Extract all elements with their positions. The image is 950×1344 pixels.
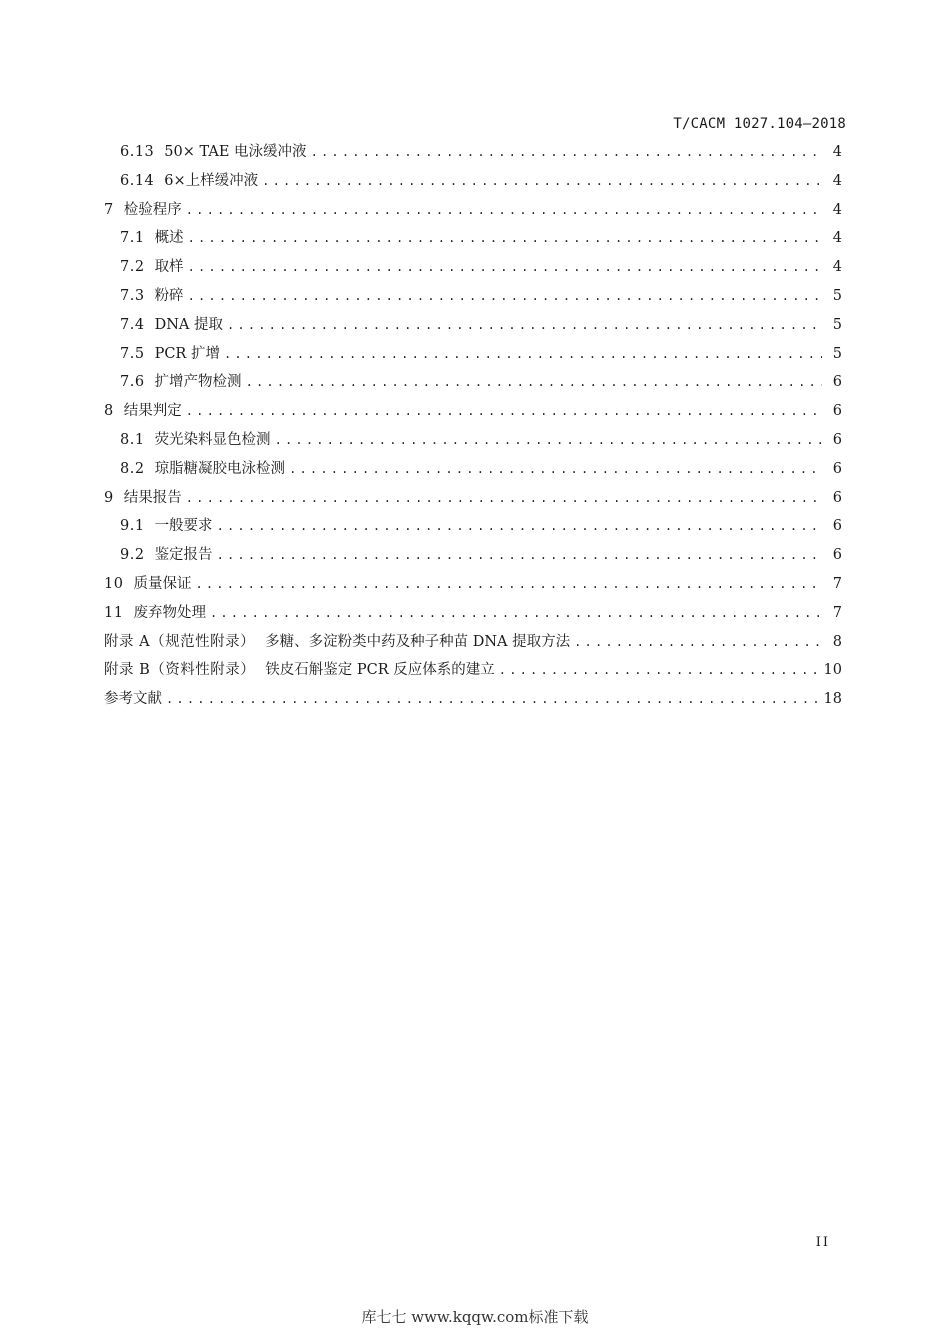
toc-entry-title: 6×上样缓冲液	[164, 172, 259, 189]
toc-entry-number: 7	[104, 201, 114, 218]
toc-entry-number: 7.2	[120, 259, 145, 276]
toc-entry-title: 一般要求	[154, 518, 213, 535]
toc-leader-dots	[217, 541, 822, 570]
toc-leader-dots	[275, 426, 822, 455]
toc-entry[interactable]	[104, 340, 842, 369]
toc-leader-dots	[186, 397, 822, 426]
toc-entry-title: DNA 提取	[154, 316, 223, 333]
toc-leader-dots	[188, 282, 822, 311]
toc-entry-page: 5	[832, 287, 842, 304]
footer-watermark: 库七七 www.kqqw.com标准下载	[361, 1308, 589, 1326]
toc-entry-page: 4	[832, 259, 842, 276]
toc-entry-title: 鉴定报告	[154, 547, 213, 564]
toc-entry-page: 8	[832, 633, 842, 650]
toc-entry-number: 7.3	[120, 287, 145, 304]
toc-entry-title: 多糖、多淀粉类中药及种子种苗 DNA 提取方法	[265, 633, 571, 650]
toc-leader-dots	[188, 224, 822, 253]
toc-leader-dots	[224, 340, 822, 369]
toc-entry[interactable]	[104, 282, 842, 311]
toc-entry[interactable]	[104, 455, 842, 484]
toc-entry-title: 荧光染料显色检测	[154, 431, 271, 448]
toc-entry[interactable]	[104, 570, 842, 599]
toc-entry[interactable]	[104, 484, 842, 513]
toc-entry-number: 8.1	[120, 431, 145, 448]
toc-entry-page: 6	[832, 518, 842, 535]
toc-entry[interactable]	[104, 196, 842, 225]
toc-entry-title: PCR 扩增	[154, 345, 220, 362]
toc-entry-title: 琼脂糖凝胶电泳检测	[154, 460, 286, 477]
toc-entry-title: 结果报告	[123, 489, 182, 506]
toc-entry-number: 9.1	[120, 518, 145, 535]
toc-leader-dots	[246, 368, 822, 397]
toc-entry[interactable]	[104, 541, 842, 570]
toc-entry-number: 6.14	[120, 172, 155, 189]
toc-entry-page: 18	[823, 691, 842, 708]
toc-entry-title: 检验程序	[123, 201, 182, 218]
toc-entry-title: 粉碎	[154, 287, 184, 304]
toc-entry[interactable]	[104, 512, 842, 541]
toc-entry[interactable]	[104, 685, 842, 714]
toc-entry-number: 9.2	[120, 547, 145, 564]
toc-entry[interactable]	[104, 311, 842, 340]
toc-entry-number: 7.5	[120, 345, 145, 362]
toc-entry[interactable]	[104, 397, 842, 426]
toc-entry-title: 取样	[154, 259, 184, 276]
toc-entry-number: 8	[104, 403, 114, 420]
toc-entry-title: 参考文献	[104, 691, 162, 708]
toc-leader-dots	[289, 455, 822, 484]
toc-leader-dots	[217, 512, 822, 541]
toc-leader-dots	[210, 599, 822, 628]
page-number: II	[815, 1235, 830, 1250]
toc-entry-number: 7.4	[120, 316, 145, 333]
toc-entry-page: 7	[832, 575, 842, 592]
toc-entry-title: 结果判定	[123, 403, 182, 420]
toc-leader-dots	[166, 685, 818, 714]
toc-entry-page: 6	[832, 547, 842, 564]
toc-entry-number: 附录 B（资料性附录）	[104, 662, 256, 679]
toc-entry[interactable]	[104, 138, 842, 167]
toc-entry[interactable]	[104, 628, 842, 657]
toc-entry-page: 4	[832, 172, 842, 189]
toc-entry-number: 7.1	[120, 230, 145, 247]
toc-entry[interactable]	[104, 656, 842, 685]
toc-entry-number: 10	[104, 575, 124, 592]
toc-entry-page: 6	[832, 374, 842, 391]
standard-code: T/CACM 1027.104—2018	[673, 116, 846, 132]
table-of-contents	[104, 138, 842, 714]
toc-leader-dots	[186, 484, 822, 513]
toc-entry[interactable]	[104, 368, 842, 397]
toc-entry-page: 6	[832, 403, 842, 420]
toc-entry-number: 11	[104, 604, 124, 621]
toc-entry-number: 附录 A（规范性附录）	[104, 633, 256, 650]
toc-entry-page: 4	[832, 230, 842, 247]
toc-entry-title: 50× TAE 电泳缓冲液	[164, 144, 307, 160]
toc-entry-number: 6.13	[120, 144, 155, 160]
toc-entry-page: 6	[832, 431, 842, 448]
toc-entry[interactable]	[104, 599, 842, 628]
toc-entry-page: 4	[832, 201, 842, 218]
toc-entry[interactable]	[104, 426, 842, 455]
toc-entry-title: 概述	[154, 230, 184, 247]
toc-leader-dots	[188, 253, 822, 282]
toc-entry[interactable]	[104, 253, 842, 282]
toc-leader-dots	[574, 628, 822, 657]
toc-leader-dots	[195, 570, 822, 599]
toc-leader-dots	[227, 311, 822, 340]
toc-entry-title: 铁皮石斛鉴定 PCR 反应体系的建立	[265, 662, 495, 679]
toc-entry-title: 扩增产物检测	[154, 374, 242, 391]
toc-entry-page: 10	[823, 662, 842, 679]
toc-entry-page: 6	[832, 489, 842, 506]
toc-entry-page: 5	[832, 345, 842, 362]
toc-entry-page: 5	[832, 316, 842, 333]
toc-entry-page: 4	[832, 144, 842, 160]
toc-entry-number: 8.2	[120, 460, 145, 477]
toc-entry[interactable]	[104, 167, 842, 196]
toc-leader-dots	[186, 196, 822, 225]
toc-entry-title: 质量保证	[133, 575, 192, 592]
toc-entry-page: 6	[832, 460, 842, 477]
toc-entry-page: 7	[832, 604, 842, 621]
toc-leader-dots	[311, 138, 822, 167]
toc-leader-dots	[499, 656, 818, 685]
toc-leader-dots	[262, 167, 822, 196]
toc-entry-title: 废弃物处理	[133, 604, 206, 621]
toc-entry-number: 9	[104, 489, 114, 506]
toc-entry[interactable]	[104, 224, 842, 253]
toc-entry-number: 7.6	[120, 374, 145, 391]
